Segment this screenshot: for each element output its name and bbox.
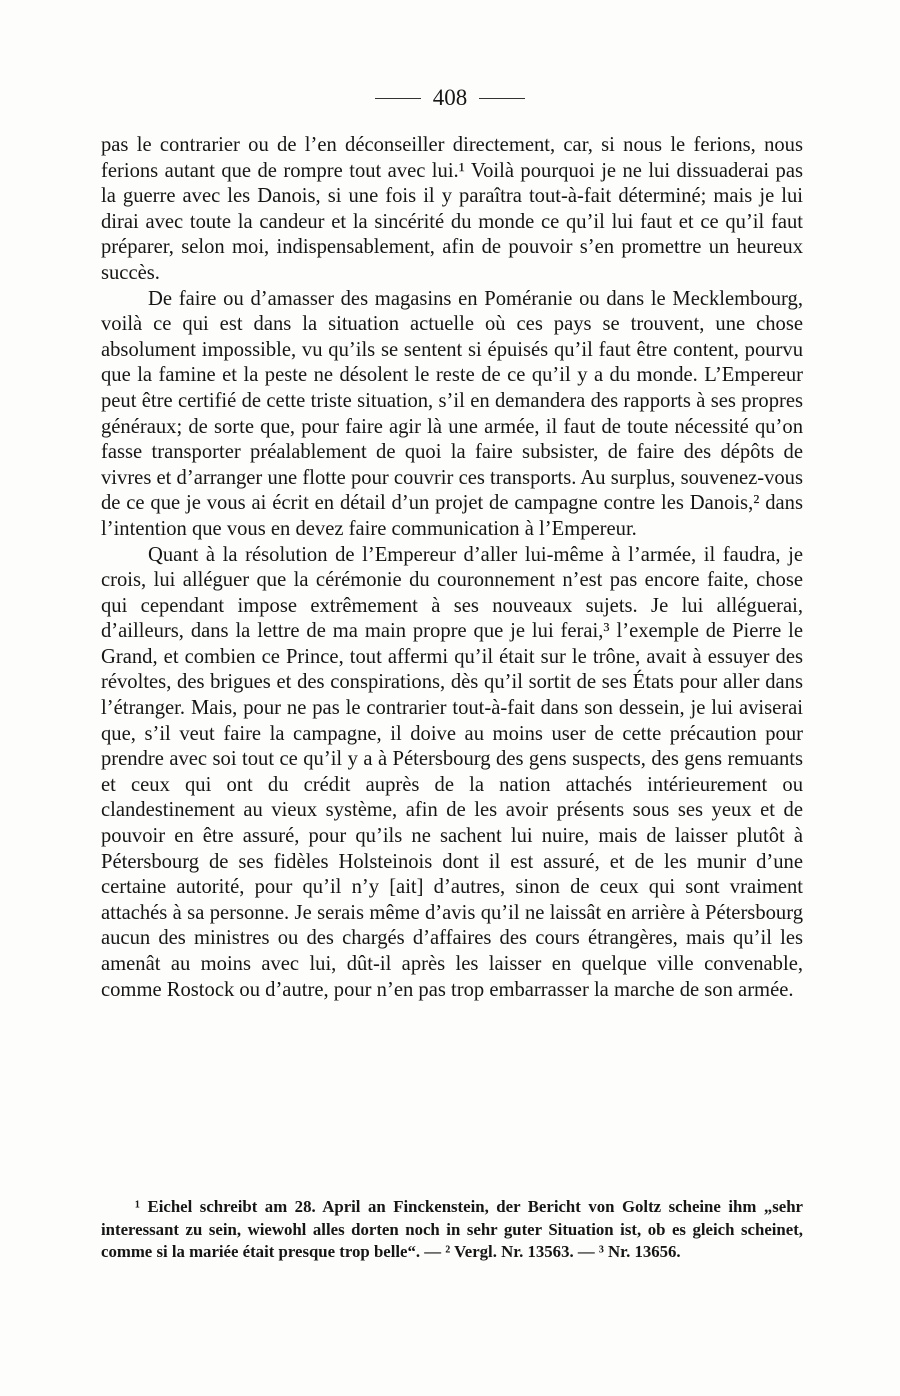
header-rule-left <box>375 98 421 99</box>
main-text <box>101 133 803 1003</box>
paragraph-1: pas le contrarier ou de l’en déconseiller directement, car, si nous le ferions, nous ferions autant que de rompre tout avec lui.¹ Voilà pourquoi je ne lui dissuaderai pas la guerre avec les Danois, si une fois il y paraîtra tout-à-fait déterminé; mais je lui dirai avec toute la candeur et la sincérité du monde ce qu’il lui faut et ce qu’il faut préparer, selon moi, indispensablement, afin de pouvoir s’en promettre un heureux succès. <box>101 134 803 284</box>
footnotes <box>101 1196 803 1264</box>
header-rule-right <box>479 98 525 99</box>
page-number: 408 <box>432 85 468 110</box>
footnote-text: ¹ Eichel schreibt am 28. April an Finckenstein, der Bericht von Goltz scheine ihm „sehr interessant zu sein, wiewohl alles dorten noch in sehr guter Situation ist, ob es gleich scheinet, comme si la mariée était presque trop belle“. — ² Vergl. Nr. 13563. — ³ Nr. 13656. <box>101 1197 803 1262</box>
page-header <box>0 86 900 110</box>
paragraph-3: Quant à la résolution de l’Empereur d’aller lui-même à l’armée, il faudra, je crois, lui alléguer que la cérémonie du couronnement n’est pas encore faite, chose qui cependant impose extrêmement à ses nouveaux sujets. Je lui alléguerai, d’ailleurs, dans la lettre de ma main propre que je lui ferai,³ l’exemple de Pierre le Grand, et combien ce Prince, tout affermi qu’il était sur le trône, avait à essuyer des révoltes, des brigues et des conspirations, dès qu’il sortit de ses États pour aller dans l’étranger. Mais, pour ne pas le contrarier tout-à-fait dans son dessein, je lui aviserai que, s’il veut faire la campagne, il doive au moins user de cette précaution pour prendre avec soi tout ce qu’il y a à Pétersbourg des gens suspects, des gens remuants et ceux qui ont du crédit auprès de la nation attachés intérieurement ou clandestinement au vieux système, afin de les avoir présents sous ses yeux et de pouvoir en être assuré, pour qu’ils ne sachent lui nuire, mais de laisser plutôt à Pétersbourg de ses fidèles Holsteinois dont il est assuré, et de les munir d’une certaine autorité, pour qu’il n’y [ait] d’autres, sinon de ceux qui sont vraiment attachés à sa personne. Je serais même d’avis qu’il ne laissât en arrière à Pétersbourg aucun des ministres ou des chargés d’affaires des cours étrangères, mais qu’il les amenât au moins avec lui, dût-il après les laisser en quelque ville convenable, comme Rostock ou d’autre, pour n’en pas trop embarrasser la marche de son armée. <box>101 543 803 1001</box>
paragraph-2: De faire ou d’amasser des magasins en Poméranie ou dans le Mecklembourg, voilà ce qui est dans la situation actuelle où ces pays se trouvent, une chose absolument impossible, vu qu’ils se sentent si épuisés qu’il faut être content, pourvu que la famine et la peste ne désolent le reste de ce qu’il y a du monde. L’Empereur peut être certifié de cette triste situation, s’il en demandera des rapports à ses propres généraux; de sorte que, pour faire agir là une armée, il faut de toute nécessité qu’on fasse transporter préalablement de quoi la faire subsister, de faire des dépôts de vivres et d’arranger une flotte pour couvrir ces transports. Au surplus, souvenez-vous de ce que je vous ai écrit en détail d’un projet de campagne contre les Danois,² dans l’intention que vous en devez faire communication à l’Empereur. <box>101 287 803 540</box>
